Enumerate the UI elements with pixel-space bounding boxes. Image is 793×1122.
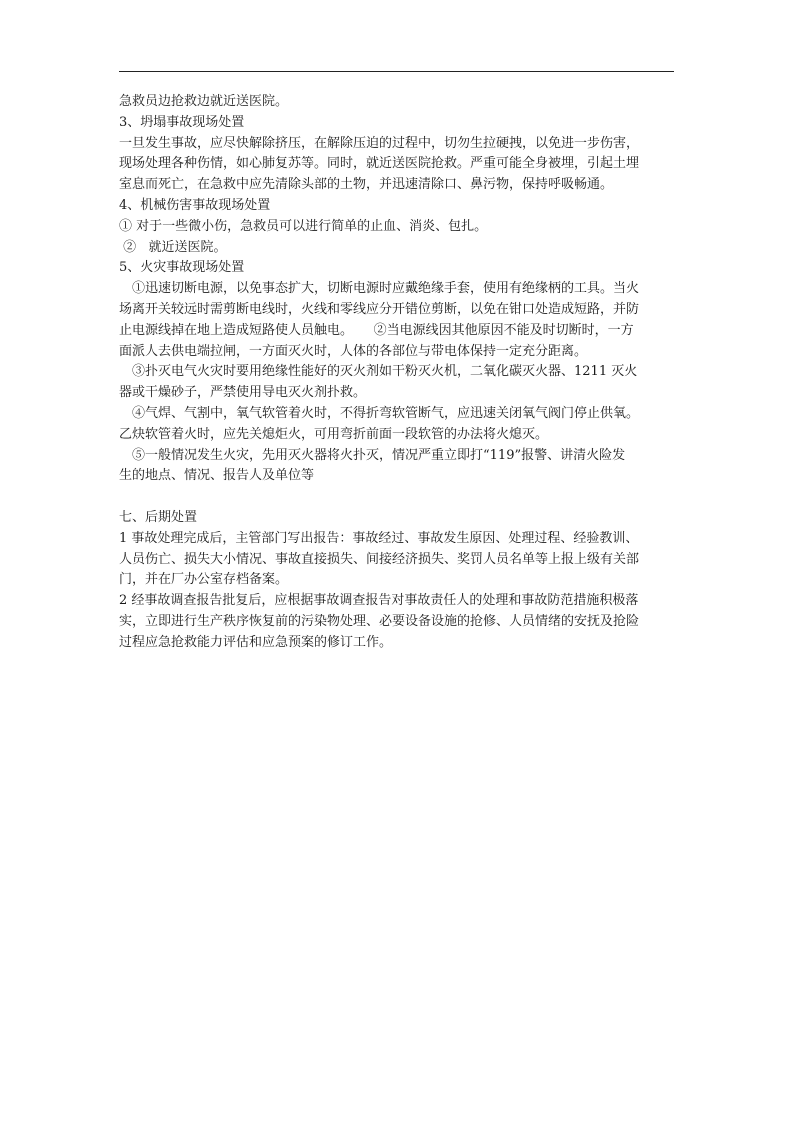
text-line: 过程应急抢救能力评估和应急预案的修订工作。 [119,634,393,650]
text-line: 1 事故处理完成后，主管部门写出报告：事故经过、事故发生原因、处理过程、经验教训、 [119,530,639,546]
document-body [119,92,679,654]
text-line: 人员伤亡、损失大小情况、事故直接损失、间接经济损失、奖罚人员名单等上报上级有关部 [119,551,640,567]
text-line: ③扑灭电气火灾时要用绝缘性能好的灭火剂如干粉灭火机，二氧化碳灭火器、1211 灭火 [132,364,638,380]
text-line: 乙炔软管着火时，应先关熄炬火，可用弯折前面一段软管的办法将火熄灭。 [119,426,549,442]
text-line: 一旦发生事故，应尽快解除挤压，在解除压迫的过程中，切勿生拉硬拽，以免进一步伤害， [119,135,640,151]
text-line: 生的地点、情况、报告人及单位等 [119,468,315,484]
text-line: 实，立即进行生产秩序恢复前的污染物处理、必要设备设施的抢修、人员情绪的安抚及抢险 [119,613,640,629]
section-heading-mechanical: 4、机械伤害事故现场处置 [119,197,271,213]
text-line: 止电源线掉在地上造成短路使人员触电。 ②当电源线因其他原因不能及时切断时，一方 [119,322,634,338]
section-heading-fire: 5、火灾事故现场处置 [119,260,245,276]
text-line: ①迅速切断电源，以免事态扩大，切断电源时应戴绝缘手套，使用有绝缘柄的工具。当火 [132,281,640,297]
text-line: 现场处理各种伤情，如心肺复苏等。同时，就近送医院抢救。严重可能全身被埋，引起土埋 [119,156,640,172]
section-heading-collapse: 3、坍塌事故现场处置 [119,114,245,130]
list-item: ② 就近送医院。 [119,239,227,255]
section-heading-aftermath: 七、后期处置 [119,509,198,525]
paragraph-gap [119,487,679,508]
text-line: 场离开关较远时需剪断电线时，火线和零线应分开错位剪断，以免在钳口处造成短路，并防 [119,301,640,317]
text-line: 器或干燥砂子，严禁使用导电灭火剂扑救。 [119,385,367,401]
text-line: 室息而死亡，在急救中应先清除头部的土物，并迅速清除口、鼻污物，保持呼吸畅通。 [119,177,614,193]
text-line: 面派人去供电端拉闸，一方面灭火时，人体的各部位与带电体保持一定充分距离。 [119,343,588,359]
text-line: 急救员边抢救边就近送医院。 [119,94,289,109]
text-line: ⑤一般情况发生火灾，先用灭火器将火扑灭，情况严重立即打“119”报警、讲清火险发 [132,447,626,463]
header-rule [119,71,674,72]
text-line: 门，并在厂办公室存档备案。 [119,572,289,588]
text-line: 2 经事故调查报告批复后，应根据事故调查报告对事故责任人的处理和事故防范措施积极落 [119,593,639,609]
text-line: ④气焊、气割中，氧气软管着火时，不得折弯软管断气，应迅速关闭氧气阀门停止供氧。 [132,405,640,421]
list-item: ① 对于一些微小伤，急救员可以进行简单的止血、消炎、包扎。 [119,218,488,234]
